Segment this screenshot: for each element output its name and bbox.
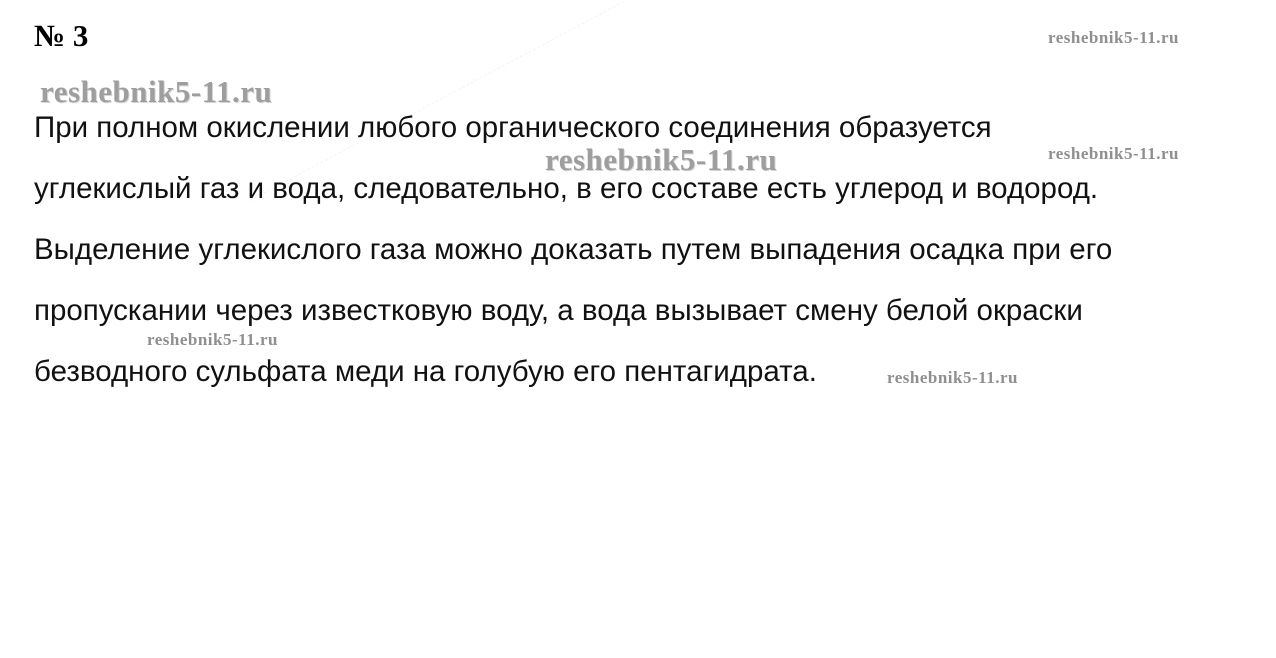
task-number: № 3: [34, 18, 89, 53]
answer-line: При полном окислении любого органического соединения образуется: [34, 111, 992, 144]
answer-line: безводного сульфата меди на голубую его пентагидрата.: [34, 355, 817, 388]
watermark-left-small: reshebnik5-11.ru: [147, 330, 278, 349]
watermark-left-large: reshebnik5-11.ru: [40, 74, 273, 109]
watermark-center-large: reshebnik5-11.ru: [545, 142, 778, 177]
answer-line: Выделение углекислого газа можно доказать путем выпадения осадка при его: [34, 233, 1113, 266]
watermark-inline-end: reshebnik5-11.ru: [887, 368, 1018, 387]
watermark-top-right: reshebnik5-11.ru: [1048, 28, 1179, 47]
answer-line: пропускании через известковую воду, а вода вызывает смену белой окраски: [34, 294, 1083, 327]
watermark-right-small: reshebnik5-11.ru: [1048, 144, 1179, 163]
answer-line: углекислый газ и вода, следовательно, в его составе есть углерод и водород.: [34, 172, 1099, 205]
